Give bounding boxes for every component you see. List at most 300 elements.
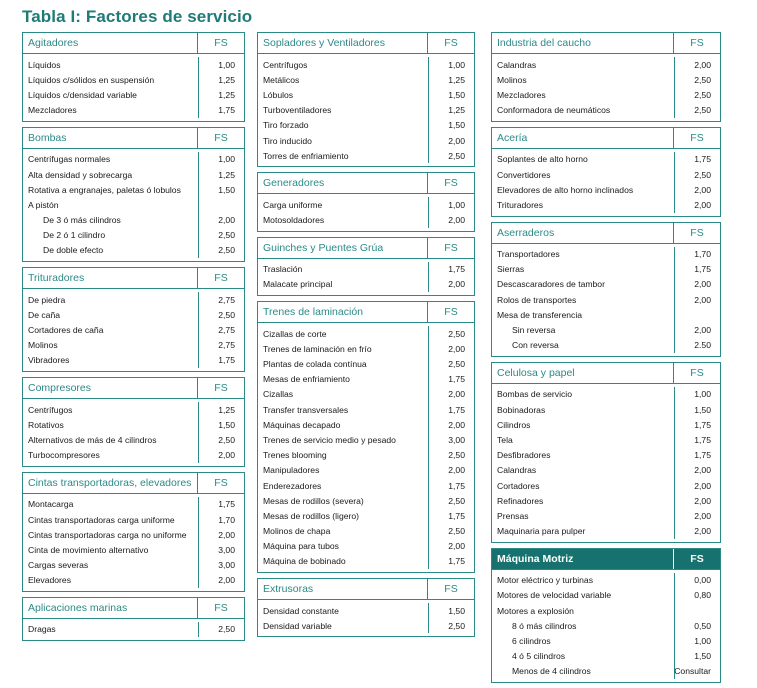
table-row (23, 353, 244, 368)
row-label: Máquina para tubos (263, 541, 339, 552)
row-label: Refinadores (497, 495, 544, 506)
row-label: Rotativa a engranajes, paletas ó lobulos (28, 184, 181, 195)
table-row (258, 72, 474, 87)
table-row (258, 402, 474, 417)
row-label: Motor eléctrico y turbinas (497, 575, 593, 586)
table-row (23, 402, 244, 417)
row-label: Bombas de servicio (497, 389, 572, 400)
row-label: Calandras (497, 465, 537, 476)
row-fs-value: 1,75 (428, 478, 474, 493)
row-fs-value: 2,50 (198, 243, 244, 258)
row-label: De 3 ó más cilindros (43, 215, 121, 226)
row-fs-value (198, 197, 244, 212)
fs-column-header: FS (427, 579, 474, 599)
row-fs-value: 2,00 (428, 417, 474, 432)
row-label: Líquidos c/densidad variable (28, 89, 137, 100)
row-label: Motores de velocidad variable (497, 590, 612, 601)
table-header (23, 128, 244, 149)
row-label: Centrífugos (28, 404, 73, 415)
row-label: A pistón (28, 199, 59, 210)
column-3 (491, 32, 721, 688)
table-row (23, 228, 244, 243)
row-label: Densidad constante (263, 605, 339, 616)
row-label: Máquinas decapado (263, 419, 341, 430)
fs-column-header: FS (197, 128, 244, 148)
table-header (492, 33, 720, 54)
row-label: 4 ó 5 cilindros (512, 651, 566, 662)
fs-column-header: FS (197, 33, 244, 53)
table-row (492, 649, 720, 664)
table-title: Trenes de laminación (263, 306, 363, 319)
row-fs-value: 1,75 (198, 103, 244, 118)
table-row (258, 277, 474, 292)
row-fs-value: 1,75 (428, 402, 474, 417)
row-label: Prensas (497, 510, 529, 521)
row-label: Sin reversa (512, 325, 556, 336)
row-label: Cargas severas (28, 560, 89, 571)
row-label: Trenes de laminación en frío (263, 343, 372, 354)
fs-column-header: FS (673, 33, 720, 53)
table-row (492, 387, 720, 402)
table-row (492, 573, 720, 588)
row-fs-value: 2,00 (428, 539, 474, 554)
row-label: Molinos (28, 340, 58, 351)
row-fs-value: 2,00 (198, 573, 244, 588)
table-row (23, 432, 244, 447)
row-label: Montacarga (28, 499, 74, 510)
table-header (492, 363, 720, 384)
row-fs-value: 1,50 (674, 402, 720, 417)
table-title: Aserraderos (497, 226, 555, 239)
table-celulosa-y-papel (491, 362, 721, 543)
table-row (492, 417, 720, 432)
row-fs-value: 2,00 (674, 478, 720, 493)
table-row (23, 338, 244, 353)
row-fs-value: 2,75 (198, 292, 244, 307)
row-fs-value: 2,50 (428, 493, 474, 508)
fs-column-header: FS (427, 302, 474, 322)
row-fs-value: 1,50 (198, 417, 244, 432)
row-label: Vibradores (28, 355, 70, 366)
table-title: Generadores (263, 177, 325, 190)
row-label: Cortadores de caña (28, 325, 104, 336)
row-label: Soplantes de alto horno (497, 154, 588, 165)
row-fs-value: 2,50 (198, 432, 244, 447)
row-label: Alta densidad y sobrecarga (28, 169, 133, 180)
row-label: Calandras (497, 59, 537, 70)
table-row (492, 588, 720, 603)
row-label: Trenes blooming (263, 450, 327, 461)
table-aplicaciones-marinas (22, 597, 245, 641)
table-row (258, 148, 474, 163)
row-fs-value: 2,00 (674, 292, 720, 307)
row-fs-value: 2,50 (198, 307, 244, 322)
row-label: De doble efecto (43, 245, 104, 256)
row-label: Cilindros (497, 419, 531, 430)
table-row (23, 512, 244, 527)
row-label: Con reversa (512, 340, 559, 351)
row-label: Maquinaria para pulper (497, 526, 586, 537)
row-fs-value: 1,25 (428, 72, 474, 87)
table-row (23, 57, 244, 72)
table-row (258, 539, 474, 554)
table-extrusoras (257, 578, 475, 637)
row-label: Turbocompresores (28, 450, 100, 461)
fs-column-header: FS (197, 378, 244, 398)
table-row (258, 57, 474, 72)
row-label: Metálicos (263, 74, 300, 85)
table-row (492, 247, 720, 262)
table-row (23, 72, 244, 87)
row-fs-value: 1,75 (198, 353, 244, 368)
row-label: Transportadores (497, 249, 560, 260)
row-fs-value: 1,75 (674, 432, 720, 447)
table-row (258, 372, 474, 387)
table-row (492, 493, 720, 508)
fs-column-header: FS (673, 128, 720, 148)
table-row (492, 463, 720, 478)
row-fs-value: 2,00 (674, 322, 720, 337)
table-row (492, 432, 720, 447)
table-row (258, 603, 474, 618)
table-row (258, 448, 474, 463)
table-row (258, 262, 474, 277)
row-fs-value: 2,00 (198, 448, 244, 463)
row-label: De caña (28, 309, 61, 320)
table-row (492, 478, 720, 493)
table-row (492, 664, 720, 679)
row-fs-value: 2,75 (198, 338, 244, 353)
row-fs-value: 2,00 (674, 524, 720, 539)
row-label: 8 ó más cilindros (512, 620, 577, 631)
table-body (23, 494, 244, 591)
table-cintas-transportadoras-elevadores (22, 472, 245, 592)
table-row (492, 87, 720, 102)
fs-column-header: FS (197, 473, 244, 493)
row-label: Motores a explosión (497, 605, 574, 616)
row-label: Malacate principal (263, 279, 333, 290)
table-row (492, 603, 720, 618)
row-fs-value: 1,25 (198, 87, 244, 102)
table-bombas (22, 127, 245, 262)
row-label: Mesas de enfriamiento (263, 374, 350, 385)
table-aceria (491, 127, 721, 217)
row-label: Sierras (497, 264, 525, 275)
row-label: Molinos (497, 74, 527, 85)
table-compresores (22, 377, 245, 467)
row-fs-value: 1,50 (428, 603, 474, 618)
row-fs-value: 1,75 (428, 262, 474, 277)
row-fs-value: 2,00 (674, 57, 720, 72)
table-title: Celulosa y papel (497, 366, 575, 379)
row-fs-value: 1,75 (674, 262, 720, 277)
row-label: Bobinadoras (497, 404, 546, 415)
row-fs-value: 1,00 (674, 633, 720, 648)
row-label: De piedra (28, 294, 66, 305)
row-fs-value: 2,50 (428, 148, 474, 163)
table-row (492, 402, 720, 417)
row-fs-value: 2,00 (428, 387, 474, 402)
table-row (492, 338, 720, 353)
table-title: Máquina Motriz (497, 552, 574, 565)
table-body (258, 54, 474, 166)
table-title: Sopladores y Ventiladores (263, 37, 385, 49)
page-title: Tabla I: Factores de servicio (22, 7, 253, 26)
row-label: Cintas transportadoras carga uniforme (28, 514, 175, 525)
table-row (258, 463, 474, 478)
row-fs-value: 1,25 (198, 167, 244, 182)
fs-column-header: FS (427, 238, 474, 258)
table-header (258, 302, 474, 323)
row-label: Conformadora de neumáticos (497, 105, 611, 116)
row-fs-value: 2,50 (428, 356, 474, 371)
table-title: Bombas (28, 131, 67, 144)
row-fs-value: 2,00 (428, 213, 474, 228)
row-label: Mesa de transferencia (497, 309, 583, 320)
table-row (492, 322, 720, 337)
table-row (492, 508, 720, 523)
table-row (492, 292, 720, 307)
row-fs-value: 1,75 (674, 448, 720, 463)
table-agitadores (22, 32, 245, 122)
table-row (23, 292, 244, 307)
table-row (258, 118, 474, 133)
row-fs-value: 2,50 (674, 72, 720, 87)
row-label: Trituradores (497, 199, 544, 210)
fs-column-header: FS (197, 598, 244, 618)
table-row (492, 72, 720, 87)
table-title: Extrusoras (263, 583, 314, 596)
table-title: Aplicaciones marinas (28, 601, 128, 614)
table-header (23, 268, 244, 289)
table-row (258, 103, 474, 118)
table-title: Industria del caucho (497, 37, 591, 49)
table-body (492, 244, 720, 356)
table-industria-del-caucho (491, 32, 721, 122)
table-body (258, 194, 474, 230)
row-label: Elevadores (28, 575, 71, 586)
row-fs-value: 1,25 (428, 103, 474, 118)
row-fs-value: 1,70 (674, 247, 720, 262)
row-fs-value: 2,50 (428, 524, 474, 539)
table-row (23, 213, 244, 228)
table-header (492, 549, 720, 570)
table-row (23, 307, 244, 322)
column-1 (22, 32, 245, 646)
table-row (23, 448, 244, 463)
table-row (258, 432, 474, 447)
table-title: Trituradores (28, 272, 85, 285)
row-fs-value: 2,50 (198, 622, 244, 637)
table-title: Agitadores (28, 37, 79, 49)
row-fs-value (674, 307, 720, 322)
table-row (23, 182, 244, 197)
table-row (492, 448, 720, 463)
table-title: Compresores (28, 382, 92, 394)
row-fs-value: 3,00 (198, 542, 244, 557)
table-row (492, 277, 720, 292)
row-label: Desfibradores (497, 450, 551, 461)
row-label: Menos de 4 cilindros (512, 666, 591, 677)
row-fs-value: 2,00 (674, 277, 720, 292)
row-fs-value: 2,00 (674, 197, 720, 212)
row-label: Convertidores (497, 169, 551, 180)
row-label: Plantas de colada contínua (263, 359, 367, 370)
table-aserraderos (491, 222, 721, 357)
row-fs-value: 2,00 (198, 213, 244, 228)
table-row (258, 417, 474, 432)
table-title: Acería (497, 131, 528, 144)
table-header (492, 223, 720, 244)
row-fs-value: 2,50 (198, 228, 244, 243)
row-label: De 2 ó 1 cilindro (43, 230, 106, 241)
table-trituradores (22, 267, 245, 372)
row-label: Trenes de servicio medio y pesado (263, 434, 396, 445)
table-body (492, 384, 720, 542)
row-fs-value: 2,00 (428, 277, 474, 292)
row-fs-value: 2,00 (674, 493, 720, 508)
table-row (23, 527, 244, 542)
row-fs-value: 0,80 (674, 588, 720, 603)
table-row (492, 103, 720, 118)
table-row (492, 262, 720, 277)
row-fs-value: 1,50 (428, 118, 474, 133)
table-sopladores-y-ventiladores (257, 32, 475, 167)
row-fs-value: 1,50 (674, 649, 720, 664)
row-fs-value: 2,50 (674, 167, 720, 182)
table-header (258, 238, 474, 259)
row-label: Dragas (28, 624, 56, 635)
table-row (258, 213, 474, 228)
table-row (258, 197, 474, 212)
row-fs-value: 1,50 (428, 87, 474, 102)
row-label: Traslación (263, 264, 303, 275)
table-header (23, 473, 244, 494)
row-label: Lóbulos (263, 89, 294, 100)
row-fs-value: 1,00 (428, 197, 474, 212)
row-label: Carga uniforme (263, 199, 323, 210)
table-row (23, 167, 244, 182)
table-row (23, 573, 244, 588)
row-fs-value: 1,25 (198, 402, 244, 417)
table-header (23, 378, 244, 399)
table-body (23, 399, 244, 466)
row-fs-value: 3,00 (198, 558, 244, 573)
table-row (258, 133, 474, 148)
table-header (258, 173, 474, 194)
table-header (23, 33, 244, 54)
table-body (23, 54, 244, 121)
row-label: Cizallas (263, 389, 294, 400)
table-row (258, 356, 474, 371)
fs-column-header: FS (673, 549, 720, 569)
row-fs-value: 1,50 (198, 182, 244, 197)
table-body (258, 323, 474, 572)
row-fs-value: 1,00 (198, 57, 244, 72)
table-header (492, 128, 720, 149)
table-row (258, 387, 474, 402)
row-label: Manipuladores (263, 465, 320, 476)
table-row (492, 167, 720, 182)
row-label: Mesas de rodillos (severa) (263, 495, 364, 506)
row-fs-value: 2,50 (428, 618, 474, 633)
table-maquina-motriz (491, 548, 721, 683)
table-title: Guinches y Puentes Grúa (263, 241, 384, 254)
table-row (23, 542, 244, 557)
table-row (258, 554, 474, 569)
row-label: 6 cilindros (512, 636, 551, 647)
table-row (258, 326, 474, 341)
row-fs-value: 1,00 (428, 57, 474, 72)
table-row (23, 322, 244, 337)
table-row (258, 341, 474, 356)
row-fs-value: 1,70 (198, 512, 244, 527)
row-fs-value: 2,00 (428, 463, 474, 478)
row-label: Rolos de transportes (497, 294, 577, 305)
table-body (258, 600, 474, 636)
row-fs-value (674, 603, 720, 618)
table-row (258, 618, 474, 633)
table-body (258, 259, 474, 295)
row-label: Transfer transversales (263, 404, 349, 415)
row-label: Líquidos c/sólidos en suspensión (28, 74, 155, 85)
row-label: Cortadores (497, 480, 540, 491)
row-label: Cinta de movimiento alternativo (28, 544, 149, 555)
table-row (492, 152, 720, 167)
row-fs-value: 1,75 (198, 497, 244, 512)
row-label: Mezcladores (28, 105, 77, 116)
row-label: Mezcladores (497, 89, 546, 100)
row-fs-value: 0,00 (674, 573, 720, 588)
table-row (492, 197, 720, 212)
table-body (23, 289, 244, 371)
table-row (23, 87, 244, 102)
table-row (492, 182, 720, 197)
row-label: Motosoldadores (263, 215, 325, 226)
row-fs-value: Consultar (674, 664, 720, 679)
row-fs-value: 2,50 (674, 87, 720, 102)
row-fs-value: 2,75 (198, 322, 244, 337)
row-fs-value: 2,00 (674, 182, 720, 197)
row-label: Mesas de rodillos (ligero) (263, 510, 359, 521)
table-row (492, 618, 720, 633)
row-label: Centrífugos (263, 59, 308, 70)
table-guinches-y-puentes-grua (257, 237, 475, 296)
row-label: Molinos de chapa (263, 526, 331, 537)
table-trenes-de-laminacion (257, 301, 475, 573)
row-fs-value: 1,75 (674, 417, 720, 432)
table-row (23, 103, 244, 118)
row-fs-value: 3,00 (428, 432, 474, 447)
table-row (23, 197, 244, 212)
table-row (492, 524, 720, 539)
row-label: Tela (497, 434, 513, 445)
row-label: Tiro forzado (263, 120, 309, 131)
row-label: Líquidos (28, 59, 61, 70)
row-fs-value: 1,25 (198, 72, 244, 87)
row-fs-value: 2,00 (674, 508, 720, 523)
table-row (23, 152, 244, 167)
table-body (23, 149, 244, 261)
table-generadores (257, 172, 475, 231)
fs-column-header: FS (673, 223, 720, 243)
row-fs-value: 2,00 (428, 133, 474, 148)
row-label: Alternativos de más de 4 cilindros (28, 434, 157, 445)
row-fs-value: 1,75 (428, 554, 474, 569)
row-fs-value: 2,50 (428, 326, 474, 341)
column-2 (257, 32, 475, 642)
table-row (23, 497, 244, 512)
